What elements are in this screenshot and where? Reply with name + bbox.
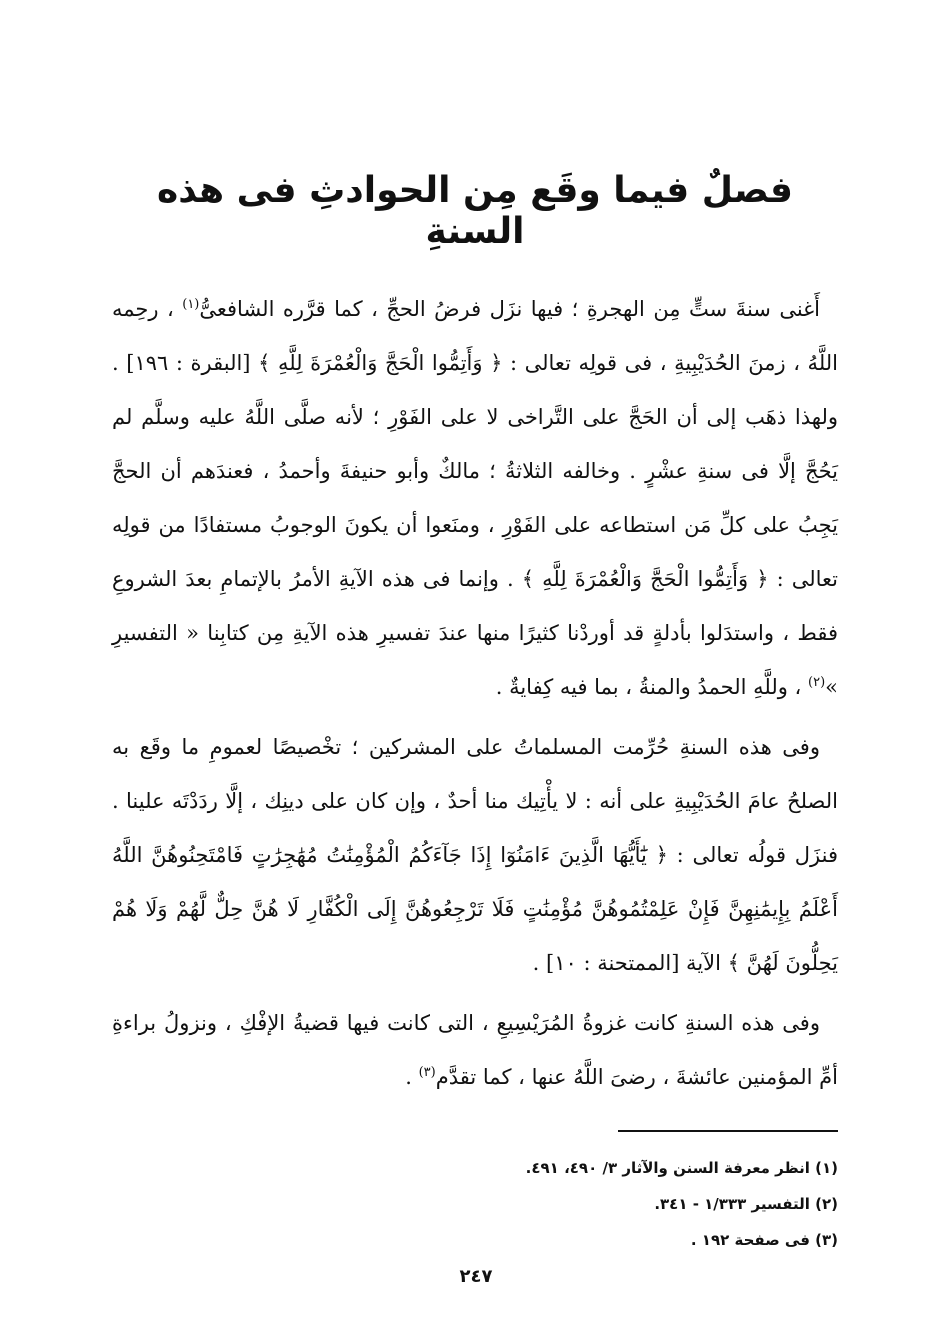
paragraph-2-text: وفى هذه السنةِ حُرِّمت المسلماتُ على المشركين ؛ تخْصيصًا لعمومِ ما وقَع به الصلحُ عامَ الحُدَيْبِيةِ على أنه : لا يأْتِيك منا أحدٌ ، وإن كان على دينِك ، إلَّا ردَدْتَه علينا . فنزَل قولُه تعالى : ﴿ يَٰٓأَيُّهَا الَّذِينَ ءَامَنُوٓا إِذَا جَآءَكُمُ الْمُؤْمِنَٰتُ مُهَٰجِرَٰتٍ فَامْتَحِنُوهُنَّ اللَّهُ أَعْلَمُ بِإِيمَٰنِهِنَّ فَإِنْ عَلِمْتُمُوهُنَّ مُؤْمِنَٰتٍ فَلَا تَرْجِعُوهُنَّ إِلَى الْكُفَّارِ لَا هُنَّ حِلٌّ لَّهُمْ وَلَا هُمْ يَحِلُّونَ لَهُنَّ ﴾ الآية [الممتحنة : ١٠] .	[112, 735, 838, 975]
paragraph-3-text-end: .	[405, 1065, 412, 1089]
footnote-mark-3: (٣)	[418, 1065, 436, 1080]
page-number: ٢٤٧	[459, 1266, 493, 1287]
paragraph-1-text: أَغنى سنةَ ستٍّ مِن الهجرةِ ؛ فيها نزَل فرضُ الحجِّ ، كما قرَّره الشافعىُّ	[199, 297, 820, 321]
footnote-2: (٢) التفسير ١/٣٣٣ - ٣٤١.	[654, 1195, 838, 1213]
footnote-3: (٣) فى صفحة ١٩٢ .	[690, 1231, 838, 1249]
paragraph-2	[112, 720, 838, 990]
paragraph-3-text: وفى هذه السنةِ كانت غزوةُ المُرَيْسِيعِ ، التى كانت فيها قضيةُ الإفْكِ ، ونزولُ براءةِ أمِّ المؤمنين عائشةَ ، رضىَ اللَّهُ عنها ، كما تقدَّم	[112, 1011, 838, 1089]
footnote-divider	[618, 1130, 838, 1132]
paragraph-3	[112, 996, 838, 1104]
paragraph-1-text-cont: ، رحِمه اللَّهُ ، زمنَ الحُدَيْبِيةِ ، فى قولِه تعالى : ﴿ وَأَتِمُّوا الْحَجَّ وَالْعُمْرَةَ لِلَّهِ ﴾ [البقرة : ١٩٦] . ولهذا ذهَب إلى أن الحَجَّ على التَّراخى لا على الفَوْرِ ؛ لأنه صلَّى اللَّهُ عليه وسلَّم لم يَحُجَّ إلَّا فى سنةِ عشْرٍ . وخالفه الثلاثةُ ؛ مالكٌ وأبو حنيفةَ وأحمدُ ، فعندَهم أن الحجَّ يَجِبُ على كلِّ مَن استطاعه على الفَوْرِ ، ومنَعوا أن يكونَ الوجوبُ مستفادًا من قولِه تعالى : ﴿ وَأَتِمُّوا الْحَجَّ وَالْعُمْرَةَ لِلَّهِ ﴾ . وإنما فى هذه الآيةِ الأمرُ بالإتمامِ بعدَ الشروعِ فقط ، واستدَلوا بأدلةٍ قد أوردْنا كثيرًا منها عندَ تفسيرِ هذه الآيةِ مِن كتابِنا « التفسيرِ »	[112, 297, 839, 699]
page-content	[112, 150, 838, 1258]
footnote-mark-2: (٢)	[808, 675, 826, 690]
footnote-1: (١) انظر معرفة السنن والآثار ٣/ ٤٩٠، ٤٩١.	[525, 1159, 838, 1177]
paragraph-1	[112, 282, 838, 714]
footnote-mark-1: (١)	[182, 297, 200, 312]
footnotes	[112, 1150, 838, 1258]
paragraph-1-text-end: ، وللَّهِ الحمدُ والمنةُ ، بما فيه كِفايةٌ .	[495, 675, 802, 699]
section-title: فصلٌ فيما وقَع مِن الحوادثِ فى هذه السنةِ	[157, 170, 793, 252]
